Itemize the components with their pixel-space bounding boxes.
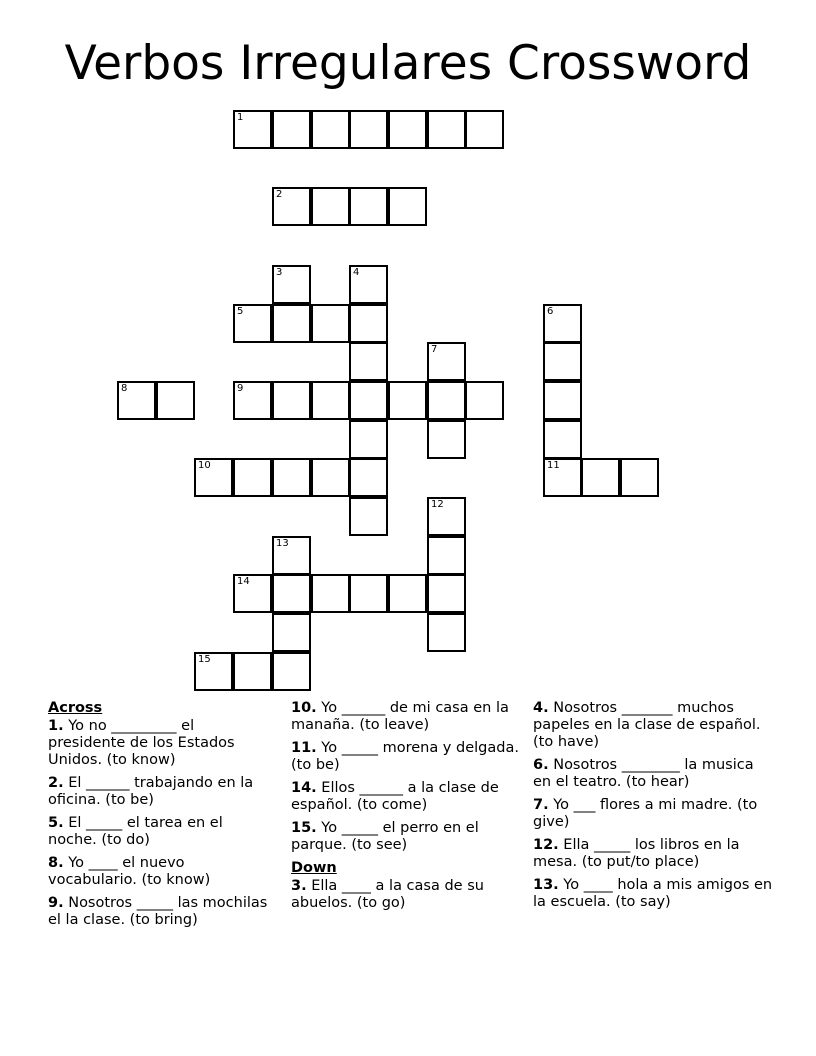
clue-item-text: Nosotros _______ muchos papeles en la clase de español. (to have) [533,700,761,750]
across-clue-list-continued [291,700,519,854]
clue-number: 10 [198,460,211,471]
clue-item-text: Ella _____ los libros en la mesa. (to put/to place) [533,837,740,870]
across-clue-list [48,718,268,929]
clue-number: 5 [237,306,244,317]
grid-cell[interactable] [311,187,350,226]
grid-cell[interactable] [543,420,582,459]
clue-item [291,780,519,814]
clue-item [291,878,519,912]
clue-item-text: Yo _____ morena y delgada. (to be) [291,740,519,773]
clue-number: 2 [276,189,283,200]
across-heading: Across [48,700,103,716]
clue-item-number: 13. [533,877,559,893]
clue-number: 7 [431,344,438,355]
clue-item-text: Nosotros _____ las mochilas el la clase. (to bring) [48,895,268,928]
clue-item [48,718,268,769]
grid-cell-8[interactable] [117,381,156,420]
grid-cell[interactable] [311,110,350,149]
clue-item [291,820,519,854]
grid-cell[interactable] [349,458,388,497]
clue-item [533,797,773,831]
clue-number: 3 [276,267,283,278]
grid-cell[interactable] [349,497,388,536]
grid-cell-4[interactable] [349,265,388,304]
grid-cell[interactable] [311,304,350,343]
clue-item-text: El ______ trabajando en la oficina. (to be) [48,775,254,808]
clues-column-3 [533,700,773,917]
clue-item-text: Yo ___ flores a mi madre. (to give) [533,797,758,830]
grid-cell[interactable] [620,458,659,497]
clue-item [533,757,773,791]
grid-cell[interactable] [272,613,311,652]
grid-cell[interactable] [388,110,427,149]
clue-item-number: 14. [291,780,317,796]
page-title: Verbos Irregulares Crossword [64,36,752,91]
grid-cell[interactable] [349,304,388,343]
clue-item-text: Yo ____ el nuevo vocabulario. (to know) [48,855,211,888]
clue-item-text: Yo ______ de mi casa en la manaña. (to leave) [291,700,509,733]
clues-column-1 [48,700,268,935]
clue-number: 9 [237,383,244,394]
grid-cell[interactable] [581,458,620,497]
grid-cell[interactable] [427,613,466,652]
grid-cell-11[interactable] [543,458,582,497]
down-clue-list [291,878,519,912]
grid-cell[interactable] [311,574,350,613]
grid-cell[interactable] [272,574,311,613]
grid-cell-7[interactable] [427,342,466,381]
clue-item-text: Yo _____ el perro en el parque. (to see) [291,820,479,853]
grid-cell[interactable] [156,381,195,420]
grid-cell[interactable] [311,381,350,420]
grid-cell[interactable] [272,110,311,149]
grid-cell[interactable] [349,420,388,459]
clue-number: 15 [198,654,211,665]
grid-cell[interactable] [272,381,311,420]
clue-number: 14 [237,576,250,587]
clue-item-number: 6. [533,757,549,773]
clue-item-text: Yo no _________ el presidente de los Estados Unidos. (to know) [48,718,235,768]
grid-cell[interactable] [427,420,466,459]
grid-cell-10[interactable] [194,458,233,497]
grid-cell[interactable] [388,381,427,420]
grid-cell-3[interactable] [272,265,311,304]
clue-item-text: Yo ____ hola a mis amigos en la escuela. (to say) [533,877,773,910]
clue-item-text: Ellos ______ a la clase de español. (to come) [291,780,499,813]
clue-item [48,815,268,849]
clue-item-text: Nosotros ________ la musica en el teatro. (to hear) [533,757,754,790]
clue-item [48,855,268,889]
grid-cell-12[interactable] [427,497,466,536]
clue-number: 4 [353,267,360,278]
grid-cell[interactable] [427,110,466,149]
clue-item [533,700,773,751]
clue-item-number: 11. [291,740,317,756]
grid-cell[interactable] [543,381,582,420]
clue-item-number: 4. [533,700,549,716]
clue-item-number: 10. [291,700,317,716]
grid-cell[interactable] [465,110,504,149]
grid-cell[interactable] [349,187,388,226]
clue-item [48,775,268,809]
grid-cell-9[interactable] [233,381,272,420]
clue-number: 12 [431,499,444,510]
grid-cell[interactable] [272,304,311,343]
clue-item-number: 5. [48,815,64,831]
clue-item-text: El _____ el tarea en el noche. (to do) [48,815,223,848]
grid-cell[interactable] [272,652,311,691]
grid-cell-6[interactable] [543,304,582,343]
clue-item-number: 12. [533,837,559,853]
grid-cell[interactable] [349,342,388,381]
clue-item-number: 2. [48,775,64,791]
clue-number: 11 [547,460,560,471]
grid-cell[interactable] [427,574,466,613]
grid-cell-13[interactable] [272,536,311,575]
clue-number: 8 [121,383,128,394]
grid-cell-14[interactable] [233,574,272,613]
grid-cell[interactable] [311,458,350,497]
grid-cell-5[interactable] [233,304,272,343]
clue-item [291,700,519,734]
down-heading: Down [291,860,337,876]
grid-cell[interactable] [427,536,466,575]
grid-cell[interactable] [543,342,582,381]
grid-cell[interactable] [388,574,427,613]
clue-number: 1 [237,112,244,123]
clue-item [48,895,268,929]
grid-cell[interactable] [465,381,504,420]
clue-item-number: 15. [291,820,317,836]
grid-cell-2[interactable] [272,187,311,226]
clue-item [291,740,519,774]
clue-item-number: 3. [291,878,307,894]
grid-cell-1[interactable] [233,110,272,149]
clue-item-number: 7. [533,797,549,813]
clue-item [533,877,773,911]
clue-number: 13 [276,538,289,549]
grid-cell[interactable] [388,187,427,226]
grid-cell[interactable] [349,381,388,420]
grid-cell-15[interactable] [194,652,233,691]
clue-item-text: Ella ____ a la casa de su abuelos. (to go) [291,878,484,911]
grid-cell[interactable] [349,574,388,613]
grid-cell[interactable] [427,381,466,420]
clue-item-number: 1. [48,718,64,734]
clue-item [533,837,773,871]
clue-item-number: 8. [48,855,64,871]
grid-cell[interactable] [233,458,272,497]
clue-item-number: 9. [48,895,64,911]
grid-cell[interactable] [272,458,311,497]
grid-cell[interactable] [349,110,388,149]
grid-cell[interactable] [233,652,272,691]
down-clue-list-continued [533,700,773,911]
clue-number: 6 [547,306,554,317]
clues-column-2 [291,700,519,918]
